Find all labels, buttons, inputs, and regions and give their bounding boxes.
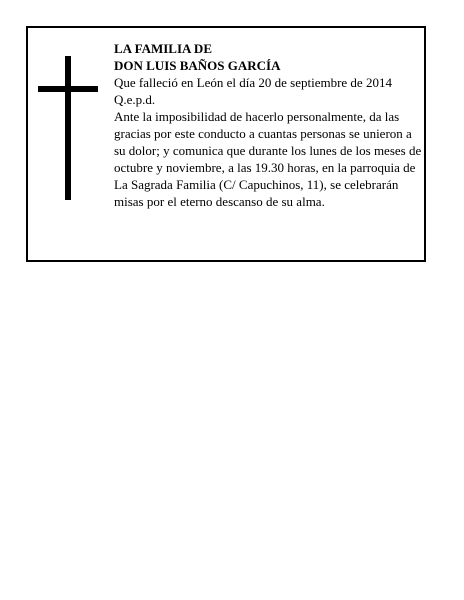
obituary-notice (26, 26, 426, 262)
notice-text (114, 40, 422, 210)
notice-heading-line2: DON LUIS BAÑOS GARCÍA (114, 58, 281, 73)
qepd-line: Q.e.p.d. (114, 92, 156, 107)
cross-vertical-bar (65, 56, 71, 200)
notice-body: Ante la imposibilidad de hacerlo personalmente, da las gracias por este conducto a cuantas personas se unieron a su dolor; y comunica que durante los lunes de los meses de octubre y noviembre, a las 19.30 horas, en la parroquia de La Sagrada Familia (C/ Capuchinos, 11), se celebrarán misas por el eterno descanso de su alma. (114, 109, 422, 209)
cross-icon (38, 56, 98, 200)
notice-heading-line1: LA FAMILIA DE (114, 41, 212, 56)
death-announcement: Que falleció en León el día 20 de septiembre de 2014 (114, 75, 392, 90)
cross-horizontal-bar (38, 86, 98, 92)
